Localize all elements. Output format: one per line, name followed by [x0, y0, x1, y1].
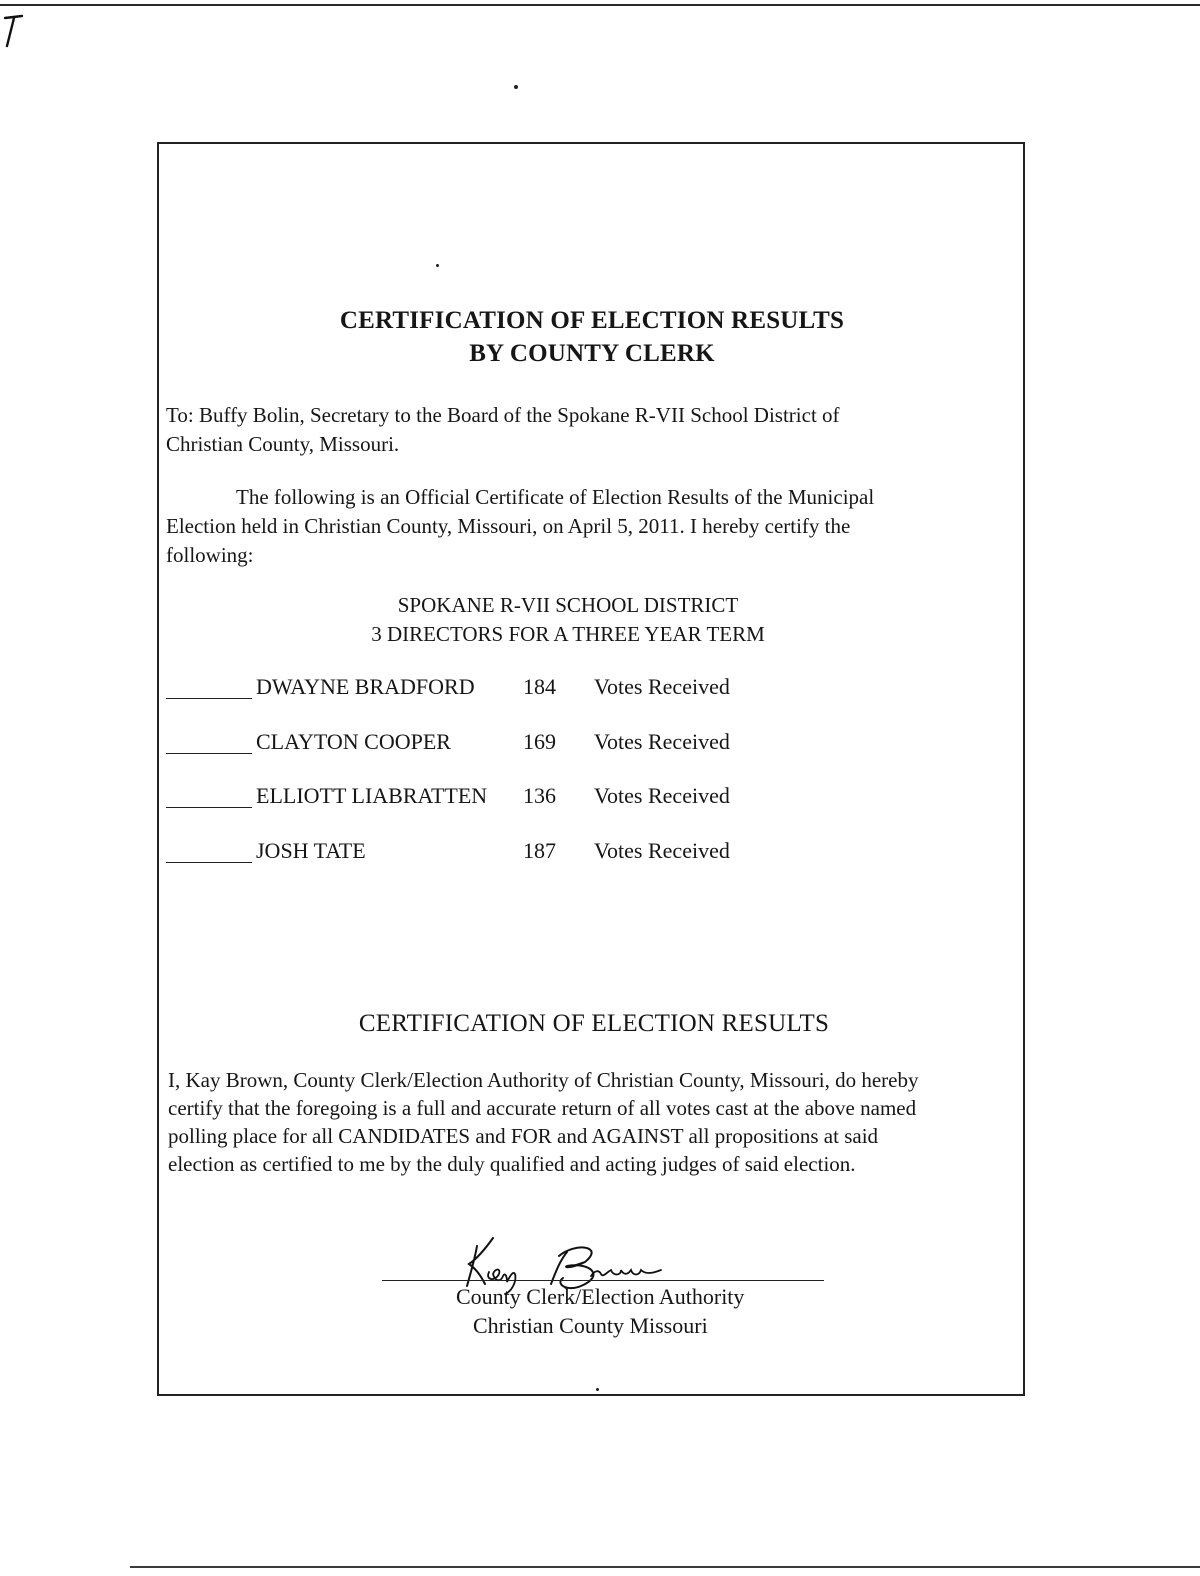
scan-edge-top: [0, 4, 1200, 6]
corner-pen-mark: [2, 12, 24, 48]
votes-label: Votes Received: [594, 783, 730, 808]
candidate-row: [166, 783, 786, 817]
votes-label: Votes Received: [594, 838, 730, 863]
signature-line: [382, 1280, 824, 1281]
vote-count: 169: [523, 729, 556, 754]
certification-line: election as certified to me by the duly qualified and acting judges of said election.: [168, 1152, 856, 1176]
intro-line: Election held in Christian County, Missouri, on April 5, 2011. I hereby certify the: [166, 514, 851, 538]
candidate-row: [166, 838, 786, 872]
candidate-name: DWAYNE BRADFORD: [256, 674, 475, 699]
document-subtitle: BY COUNTY CLERK: [469, 340, 715, 367]
certification-line: certify that the foregoing is a full and accurate return of all votes cast at the above named: [168, 1096, 917, 1120]
scan-speck: [514, 85, 518, 89]
certification-heading: CERTIFICATION OF ELECTION RESULTS: [358, 1010, 830, 1037]
selection-blank: [166, 753, 252, 754]
candidate-row: [166, 674, 786, 708]
candidate-name: CLAYTON COOPER: [256, 729, 451, 754]
certification-line: I, Kay Brown, County Clerk/Election Authority of Christian County, Missouri, do hereby: [168, 1068, 919, 1092]
intro-line: The following is an Official Certificate of Election Results of the Municipal: [236, 485, 875, 509]
vote-count: 184: [523, 674, 556, 699]
selection-blank: [166, 862, 252, 863]
office-title: 3 DIRECTORS FOR A THREE YEAR TERM: [371, 622, 765, 646]
district-name: SPOKANE R-VII SCHOOL DISTRICT: [397, 593, 739, 617]
candidate-name: ELLIOTT LIABRATTEN: [256, 783, 488, 808]
vote-count: 136: [523, 783, 556, 808]
document-title: CERTIFICATION OF ELECTION RESULTS: [339, 307, 845, 334]
addressee-line: Christian County, Missouri.: [166, 432, 400, 456]
votes-label: Votes Received: [594, 674, 730, 699]
selection-blank: [166, 698, 252, 699]
vote-count: 187: [523, 838, 556, 863]
certification-line: polling place for all CANDIDATES and FOR and AGAINST all propositions at said: [168, 1124, 879, 1148]
signature-county: Christian County Missouri: [473, 1313, 708, 1338]
addressee-line: To: Buffy Bolin, Secretary to the Board of the Spokane R-VII School District of: [166, 403, 840, 427]
signature-title: County Clerk/Election Authority: [456, 1284, 745, 1309]
candidate-name: JOSH TATE: [256, 838, 366, 863]
intro-line: following:: [166, 543, 254, 567]
selection-blank: [166, 807, 252, 808]
votes-label: Votes Received: [594, 729, 730, 754]
scan-edge-bottom: [130, 1566, 1200, 1568]
candidate-row: [166, 729, 786, 763]
